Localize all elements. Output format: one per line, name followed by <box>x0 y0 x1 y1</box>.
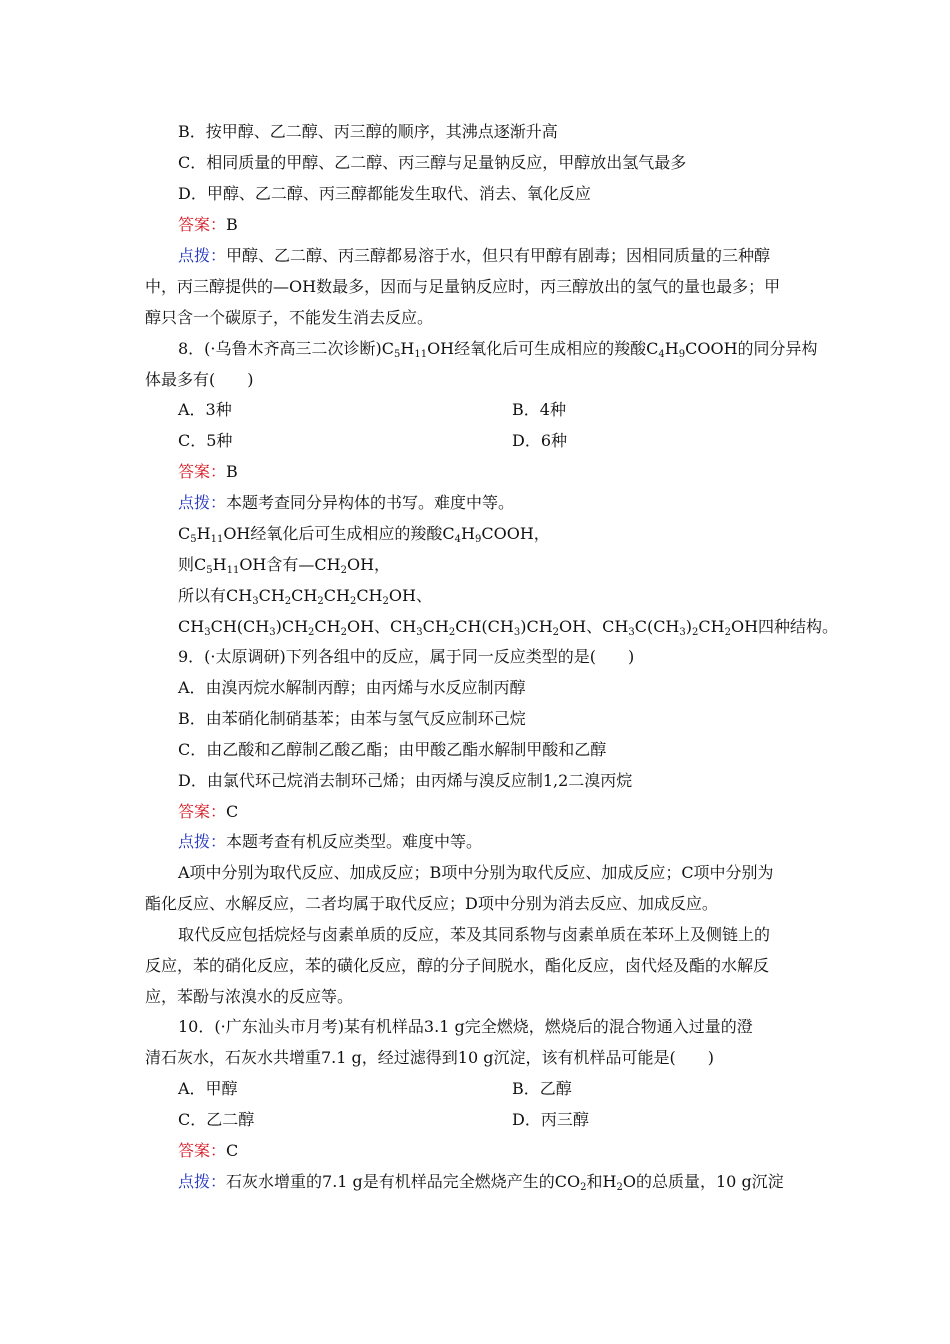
text-run: )CH <box>520 617 553 636</box>
q10-option-c: C．乙二醇 <box>178 1110 255 1129</box>
q9-answer <box>178 802 238 822</box>
subscript: 9 <box>474 534 482 545</box>
answer-value: C <box>226 802 239 821</box>
q9-option-a: A．由溴丙烷水解制丙醇；由丙烯与水反应制丙醇 <box>178 678 526 697</box>
subscript: 3 <box>204 627 211 638</box>
subscript: 4 <box>658 349 665 360</box>
text-run: 8．(·乌鲁木齐高三二次诊断)C <box>178 339 394 358</box>
subscript: 2 <box>692 627 699 638</box>
q9-option-c: C．由乙酸和乙醇制乙酸乙酯；由甲酸乙酯水解制甲酸和乙醇 <box>178 740 607 759</box>
text-run: 则C <box>178 555 207 574</box>
q10-answer <box>178 1141 238 1161</box>
text-run: CH <box>314 617 341 636</box>
q8-option-c: C．5种 <box>178 431 233 450</box>
q8-hint-line5 <box>178 617 838 637</box>
text-run: CH <box>323 586 350 605</box>
subscript: 3 <box>513 627 521 638</box>
q7-hint-line1 <box>178 246 770 266</box>
q8-hint-line4 <box>178 586 432 606</box>
text-run: H <box>400 339 415 358</box>
hint-text: 本题考查同分异构体的书写。难度中等。 <box>226 493 515 512</box>
q10-stem-line2: 清石灰水，石灰水共增重7.1 g，经过滤得到10 g沉淀，该有机样品可能是( ) <box>145 1048 714 1067</box>
subscript: 2 <box>552 627 560 638</box>
text-run: C <box>178 524 191 543</box>
hint-label: 点拨： <box>178 1172 227 1191</box>
q9-hint-line4: 取代反应包括烷烃与卤素单质的反应，苯及其同系物与卤素单质在苯环上及侧链上的 <box>178 925 771 944</box>
text-run: COOH的同分异构 <box>685 339 818 358</box>
text-run: 和H <box>586 1172 617 1191</box>
text-run: OH、 <box>388 586 432 605</box>
text-run: COOH， <box>481 524 550 543</box>
subscript: 11 <box>226 565 240 576</box>
subscript: 2 <box>580 1182 587 1193</box>
q9-option-b: B．由苯硝化制硝基苯；由苯与氢气反应制环己烷 <box>178 709 526 728</box>
text-run: ) <box>685 617 693 636</box>
hint-text: 甲醇、乙二醇、丙三醇都易溶于水，但只有甲醇有剧毒；因相同质量的三种醇 <box>226 246 771 265</box>
subscript: 5 <box>190 534 197 545</box>
subscript: 2 <box>349 596 357 607</box>
q8-answer <box>178 462 238 482</box>
subscript: 2 <box>340 627 347 638</box>
text-run: H <box>196 524 211 543</box>
subscript: 5 <box>394 349 401 360</box>
q9-stem: 9．(·太原调研)下列各组中的反应，属于同一反应类型的是( ) <box>178 647 635 666</box>
q7-option-d: D．甲醇、乙二醇、丙三醇都能发生取代、消去、氧化反应 <box>178 184 591 203</box>
text-run: C(CH <box>634 617 680 636</box>
subscript: 2 <box>284 596 292 607</box>
text-run: 石灰水增重的7.1 g是有机样品完全燃烧产生的CO <box>226 1172 581 1191</box>
text-run: CH <box>356 586 383 605</box>
answer-label: 答案： <box>178 802 227 821</box>
q10-stem-line1: 10．(·广东汕头市月考)某有机样品3.1 g完全燃烧，燃烧后的混合物通入过量的澄 <box>178 1017 753 1036</box>
text-run: CH <box>698 617 725 636</box>
text-run: H <box>212 555 227 574</box>
text-run: OH、CH <box>559 617 629 636</box>
subscript: 11 <box>210 534 224 545</box>
subscript: 3 <box>252 596 259 607</box>
answer-value: B <box>226 462 238 481</box>
subscript: 9 <box>678 349 686 360</box>
text-run: CH <box>422 617 449 636</box>
subscript: 3 <box>269 627 276 638</box>
text-run: CH <box>291 586 318 605</box>
q9-hint-line5: 反应，苯的硝化反应，苯的磺化反应，醇的分子间脱水，酯化反应，卤代烃及酯的水解反 <box>145 956 770 975</box>
text-run: H <box>664 339 679 358</box>
q9-hint-line3: 酯化反应、水解反应，二者均属于取代反应；D项中分别为消去反应、加成反应。 <box>145 894 718 913</box>
text-run: OH、CH <box>346 617 417 636</box>
subscript: 5 <box>206 565 213 576</box>
q7-option-b: B．按甲醇、乙二醇、丙三醇的顺序，其沸点逐渐升高 <box>178 122 558 141</box>
text-run: CH <box>178 617 205 636</box>
q10-option-d: D．丙三醇 <box>512 1110 589 1129</box>
q8-hint-line3 <box>178 555 390 575</box>
subscript: 2 <box>616 1182 623 1193</box>
answer-label: 答案： <box>178 215 227 234</box>
text-run: CH <box>258 586 285 605</box>
q8-stem-line1 <box>178 339 818 359</box>
text-run: CH(CH <box>210 617 270 636</box>
q9-hint-line6: 应，苯酚与浓溴水的反应等。 <box>145 987 354 1006</box>
text-run: O的总质量，10 g沉淀 <box>622 1172 784 1191</box>
q9-hint-line1 <box>178 832 482 852</box>
text-run: CH(CH <box>455 617 514 636</box>
subscript: 3 <box>679 627 686 638</box>
text-run: 所以有CH <box>178 586 253 605</box>
q7-hint-line3: 醇只含一个碳原子，不能发生消去反应。 <box>145 308 434 327</box>
subscript: 2 <box>340 565 347 576</box>
text-run: OH含有—CH <box>239 555 341 574</box>
subscript: 11 <box>414 349 428 360</box>
q9-hint-line2: A项中分别为取代反应、加成反应；B项中分别为取代反应、加成反应；C项中分别为 <box>178 863 774 882</box>
subscript: 2 <box>382 596 389 607</box>
text-run: OH经氧化后可生成相应的羧酸C <box>427 339 659 358</box>
subscript: 2 <box>308 627 315 638</box>
subscript: 4 <box>454 534 462 545</box>
answer-value: B <box>226 215 238 234</box>
q7-option-c: C．相同质量的甲醇、乙二醇、丙三醇与足量钠反应，甲醇放出氢气最多 <box>178 153 687 172</box>
subscript: 3 <box>628 627 635 638</box>
q10-option-a: A．甲醇 <box>178 1079 238 1098</box>
q8-option-d: D．6种 <box>512 431 568 450</box>
q8-option-b: B．4种 <box>512 400 566 419</box>
answer-value: C <box>226 1141 239 1160</box>
subscript: 2 <box>317 596 324 607</box>
q10-option-b: B．乙醇 <box>512 1079 572 1098</box>
q9-option-d: D．由氯代环己烷消去制环己烯；由丙烯与溴反应制1,2二溴丙烷 <box>178 771 633 790</box>
hint-label: 点拨： <box>178 246 227 265</box>
subscript: 3 <box>416 627 423 638</box>
text-run: H <box>461 524 475 543</box>
subscript: 2 <box>448 627 456 638</box>
answer-label: 答案： <box>178 1141 227 1160</box>
q7-hint-line2: 中，丙三醇提供的—OH数最多，因而与足量钠反应时，丙三醇放出的氢气的量也最多；甲 <box>145 277 781 296</box>
q8-stem-line2: 体最多有( ) <box>145 370 254 389</box>
q10-hint-line1 <box>178 1172 784 1192</box>
subscript: 2 <box>724 627 731 638</box>
hint-text: 本题考查有机反应类型。难度中等。 <box>226 832 483 851</box>
text-run: OH经氧化后可生成相应的羧酸C <box>223 524 455 543</box>
q8-hint-line1 <box>178 493 514 513</box>
q8-hint-line2 <box>178 524 550 544</box>
hint-label: 点拨： <box>178 493 227 512</box>
q8-option-a: A．3种 <box>178 400 232 419</box>
hint-label: 点拨： <box>178 832 227 851</box>
text-run: )CH <box>275 617 309 636</box>
q7-answer <box>178 215 238 235</box>
answer-label: 答案： <box>178 462 227 481</box>
text-run: OH四种结构。 <box>730 617 839 636</box>
text-run: OH， <box>346 555 391 574</box>
